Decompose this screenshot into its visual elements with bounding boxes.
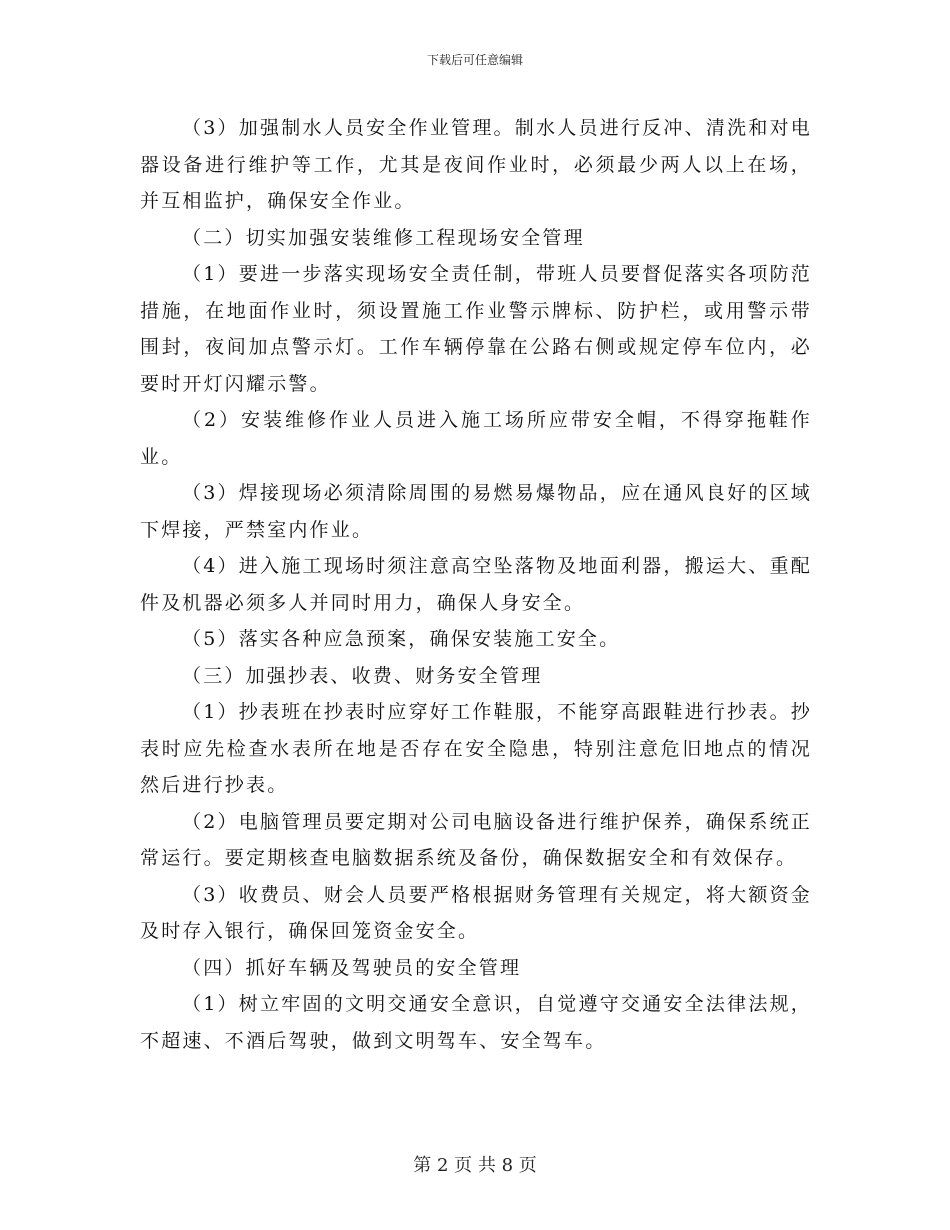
section-heading-installation-repair: （二）切实加强安装维修工程现场安全管理 [182,226,585,249]
page-number: 第 2 页 共 8 页 [413,1155,537,1176]
paragraph-falling-objects: （4）进入施工现场时须注意高空坠落物及地面利器，搬运大、重配件及机器必须多人并同时用力，确保人身安全。 [140,555,812,614]
paragraph-meter-reading: （1）抄表班在抄表时应穿好工作鞋服，不能穿高跟鞋进行抄表。抄表时应先检查水表所在地是否存在安全隐患，特别注意危旧地点的情况然后进行抄表。 [140,701,812,796]
page-header: 下载后可任意编辑 [426,53,523,67]
paragraph-welding-safety: （3）焊接现场必须清除周围的易燃易爆物品，应在通风良好的区域下焊接，严禁室内作业。 [140,482,812,541]
paragraph-emergency-plans: （5）落实各种应急预案，确保安装施工安全。 [182,628,621,650]
paragraph-water-staff-safety: （3）加强制水人员安全作业管理。制水人员进行反冲、清洗和对电器设备进行维护等工作，尤其是夜间作业时，必须最少两人以上在场，并互相监护，确保安全作业。 [140,117,812,212]
paragraph-computer-maintenance: （2）电脑管理员要定期对公司电脑设备进行维护保养，确保系统正常运行。要定期核查电脑数据系统及备份，确保数据安全和有效保存。 [140,810,812,869]
paragraph-helmet-requirement: （2）安装维修作业人员进入施工场所应带安全帽，不得穿拖鞋作业。 [140,409,812,468]
section-heading-vehicles-drivers: （四）抓好车辆及驾驶员的安全管理 [182,956,522,979]
section-heading-meter-billing-finance: （三）加强抄表、收费、财务安全管理 [182,664,543,687]
paragraph-cash-deposit: （3）收费员、财会人员要严格根据财务管理有关规定，将大额资金及时存入银行，确保回笼资金安全。 [140,883,812,942]
paragraph-site-responsibility: （1）要进一步落实现场安全责任制，带班人员要督促落实各项防范措施，在地面作业时，须设置施工作业警示牌标、防护栏，或用警示带围封，夜间加点警示灯。工作车辆停靠在公路右侧或规定停车位内，必要时开灯闪耀示警。 [140,263,812,395]
paragraph-traffic-safety: （1）树立牢固的文明交通安全意识，自觉遵守交通安全法律法规，不超速、不酒后驾驶，做到文明驾车、安全驾车。 [140,993,812,1052]
document-body [140,110,812,1059]
